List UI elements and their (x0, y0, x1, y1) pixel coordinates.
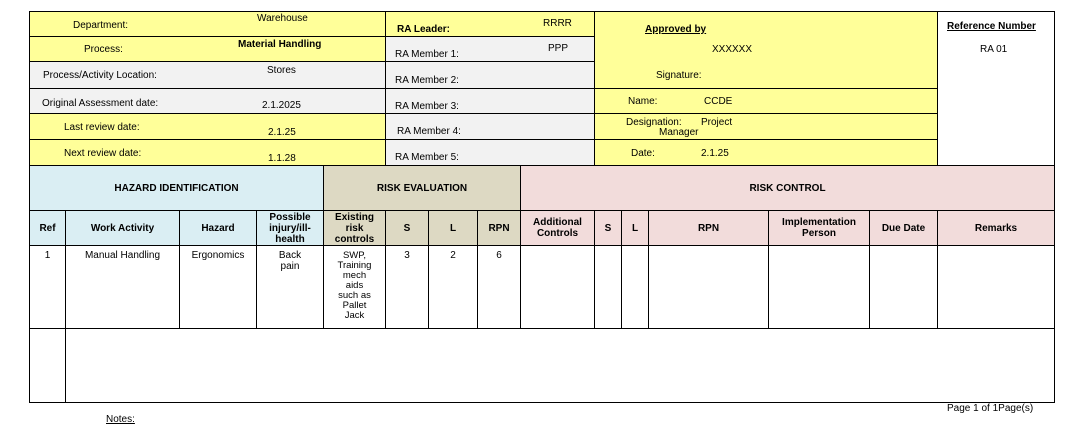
table-row-implementation-person[interactable] (768, 245, 870, 329)
col-work-activity: Work Activity (65, 210, 180, 246)
ra-member3-label: RA Member 3: (395, 101, 459, 112)
department-label: Department: (73, 20, 129, 31)
approver-value: XXXXXX (712, 44, 753, 55)
section-risk-evaluation (323, 165, 521, 211)
reference-box (937, 11, 1055, 166)
table-row-2-ref[interactable] (29, 328, 66, 403)
process-label: Process: (84, 44, 123, 55)
location-value: Stores (267, 65, 296, 76)
ra-member1-value: PPP (548, 43, 569, 54)
department-value: Warehouse (257, 13, 308, 24)
table-row-remarks[interactable] (937, 245, 1055, 329)
table-row-ref: 1 (29, 245, 66, 329)
table-row-l2[interactable] (621, 245, 649, 329)
next-review-value: 1.1.28 (268, 153, 296, 164)
ra-leader-label: RA Leader: (397, 24, 450, 35)
next-review-label: Next review date: (64, 148, 142, 159)
reference-title: Reference Number (947, 21, 1036, 32)
col-ref: Ref (29, 210, 66, 246)
col-possible-injury: Possible injury/ill- health (256, 210, 324, 246)
page-indicator: Page 1 of 1Page(s) (947, 403, 1034, 414)
table-row-additional-controls[interactable] (520, 245, 595, 329)
table-row-rpn: 6 (477, 245, 521, 329)
col-existing-controls: Existing risk controls (323, 210, 386, 246)
last-review-label: Last review date: (64, 122, 140, 133)
table-row-hazard: Ergonomics (179, 245, 257, 329)
hazard-identification-label: HAZARD IDENTIFICATION (114, 182, 239, 194)
risk-evaluation-label: RISK EVALUATION (376, 182, 468, 194)
date-value: 2.1.25 (701, 148, 729, 159)
approval-box (594, 11, 938, 89)
risk-control-label: RISK CONTROL (749, 182, 826, 194)
designation-label: Designation: (626, 117, 682, 128)
designation-value-line2: Manager (659, 127, 699, 138)
table-row-injury: Back pain (256, 245, 324, 329)
col-due-date: Due Date (869, 210, 938, 246)
ra-leader-value: RRRR (543, 18, 572, 29)
reference-value: RA 01 (980, 44, 1008, 55)
ra-member4-label: RA Member 4: (397, 126, 461, 137)
location-label: Process/Activity Location: (43, 70, 157, 81)
orig-date-value: 2.1.2025 (262, 100, 301, 111)
ra-member1-label: RA Member 1: (395, 49, 459, 60)
last-review-value: 2.1.25 (268, 127, 296, 138)
table-row-s: 3 (385, 245, 429, 329)
col-implementation-person: Implementation Person (768, 210, 870, 246)
col-l2: L (621, 210, 649, 246)
process-row (29, 36, 386, 62)
table-row-work-activity: Manual Handling (65, 245, 180, 329)
orig-date-label: Original Assessment date: (42, 98, 159, 109)
name-value: CCDE (704, 96, 733, 107)
col-s2: S (594, 210, 622, 246)
section-risk-control (520, 165, 1055, 211)
ra-member5-label: RA Member 5: (395, 152, 459, 163)
date-label: Date: (631, 148, 655, 159)
col-rpn: RPN (477, 210, 521, 246)
col-additional-controls: Additional Controls (520, 210, 595, 246)
process-value: Material Handling (238, 39, 322, 50)
col-hazard: Hazard (179, 210, 257, 246)
col-l: L (428, 210, 478, 246)
table-row-due-date[interactable] (869, 245, 938, 329)
ra-member2-label: RA Member 2: (395, 75, 459, 86)
table-row-s2[interactable] (594, 245, 622, 329)
section-hazard-identification (29, 165, 324, 211)
table-row-2-body[interactable] (65, 328, 1055, 403)
col-rpn2: RPN (648, 210, 769, 246)
col-remarks: Remarks (937, 210, 1055, 246)
signature-label: Signature: (656, 70, 702, 81)
name-label: Name: (628, 96, 658, 107)
table-row-l: 2 (428, 245, 478, 329)
col-s: S (385, 210, 429, 246)
table-row-existing-controls: SWP, Training mech aids such as Pallet Jack (323, 245, 386, 329)
approved-by-title: Approved by (645, 24, 707, 35)
notes-label: Notes: (106, 414, 135, 425)
designation-value-line1: Project (701, 117, 733, 128)
table-row-rpn2[interactable] (648, 245, 769, 329)
